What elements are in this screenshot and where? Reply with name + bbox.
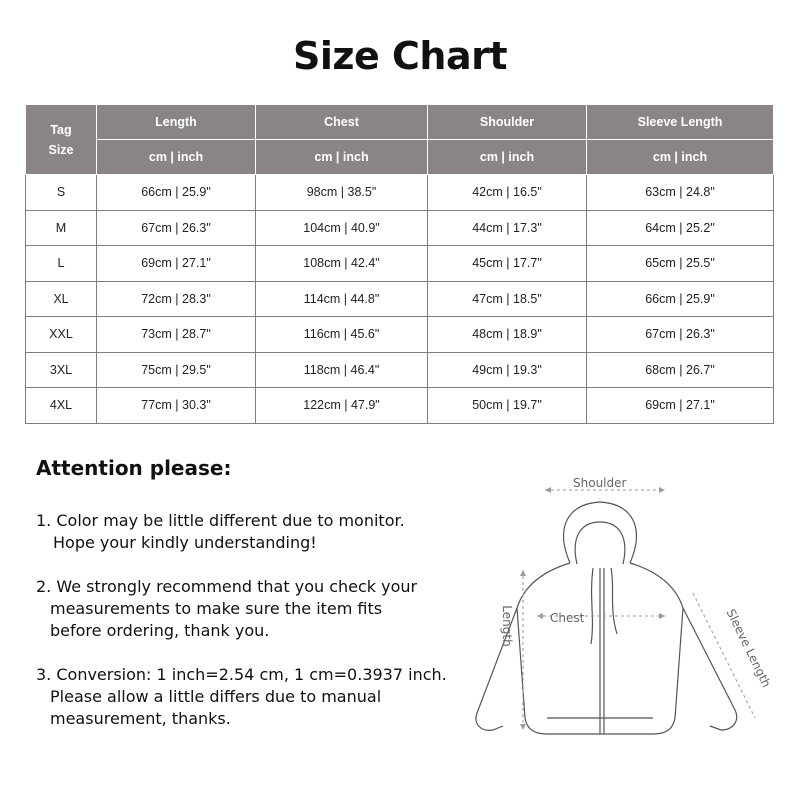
table-cell: 64cm | 25.2" (587, 210, 774, 246)
table-cell: 69cm | 27.1" (97, 246, 256, 282)
table-cell: 75cm | 29.5" (97, 352, 256, 388)
table-cell: 66cm | 25.9" (97, 175, 256, 211)
table-cell: 114cm | 44.8" (256, 281, 428, 317)
note-line: before ordering, thank you. (50, 621, 270, 640)
hood-inner (575, 522, 625, 564)
table-cell: 63cm | 24.8" (587, 175, 774, 211)
attention-title: Attention please: (36, 456, 232, 480)
arrow-head (545, 487, 551, 493)
arrow-head (659, 613, 665, 619)
unit-header: cm | inch (256, 140, 428, 175)
sleeve-length-label: Sleeve Length (723, 606, 774, 690)
page-title: Size Chart (292, 34, 507, 78)
unit-header: cm | inch (587, 140, 774, 175)
table-cell: 49cm | 19.3" (428, 352, 587, 388)
table-cell: 68cm | 26.7" (587, 352, 774, 388)
arrow-head (659, 487, 665, 493)
size-cell: S (26, 175, 97, 211)
hoodie-measurement-diagram (455, 468, 785, 788)
size-cell: 3XL (26, 352, 97, 388)
note-line: measurement, thanks. (50, 709, 231, 728)
table-row (26, 281, 774, 317)
table-cell: 67cm | 26.3" (97, 210, 256, 246)
table-cell: 66cm | 25.9" (587, 281, 774, 317)
table-cell: 50cm | 19.7" (428, 388, 587, 424)
note-item (36, 510, 476, 554)
table-cell: 108cm | 42.4" (256, 246, 428, 282)
column-header-shoulder: Shoulder (428, 105, 587, 140)
size-cell: M (26, 210, 97, 246)
size-cell: XXL (26, 317, 97, 353)
table-cell: 44cm | 17.3" (428, 210, 587, 246)
note-item (36, 664, 476, 730)
arrow-head (520, 570, 526, 576)
note-line: Hope your kindly understanding! (53, 533, 317, 552)
size-cell: XL (26, 281, 97, 317)
note-line: 1. Color may be little different due to monitor. (36, 511, 405, 530)
drawstring (591, 568, 593, 644)
table-cell: 69cm | 27.1" (587, 388, 774, 424)
unit-header: cm | inch (428, 140, 587, 175)
size-cell: L (26, 246, 97, 282)
size-header-label: Size (48, 142, 74, 157)
right-sleeve-outline (630, 563, 737, 730)
column-header-sleeve-length: Sleeve Length (587, 105, 774, 140)
table-cell: 42cm | 16.5" (428, 175, 587, 211)
length-label: Length (500, 605, 514, 647)
table-row (26, 210, 774, 246)
table-cell: 45cm | 17.7" (428, 246, 587, 282)
shoulder-label: Shoulder (573, 476, 627, 490)
note-line: measurements to make sure the item fits (50, 599, 383, 618)
table-row (26, 388, 774, 424)
drawstring (611, 568, 617, 634)
note-item (36, 576, 476, 642)
table-cell: 118cm | 46.4" (256, 352, 428, 388)
size-cell: 4XL (26, 388, 97, 424)
table-cell: 116cm | 45.6" (256, 317, 428, 353)
note-line: 3. Conversion: 1 inch=2.54 cm, 1 cm=0.3937 inch. (36, 665, 447, 684)
table-cell: 67cm | 26.3" (587, 317, 774, 353)
unit-header: cm | inch (97, 140, 256, 175)
table-cell: 72cm | 28.3" (97, 281, 256, 317)
table-cell: 122cm | 47.9" (256, 388, 428, 424)
tag-size-header (26, 105, 97, 175)
chest-label: Chest (550, 611, 585, 625)
table-cell: 47cm | 18.5" (428, 281, 587, 317)
arrow-head (537, 613, 543, 619)
column-header-chest: Chest (256, 105, 428, 140)
table-row (26, 317, 774, 353)
table-cell: 104cm | 40.9" (256, 210, 428, 246)
table-cell: 77cm | 30.3" (97, 388, 256, 424)
hood-outline (564, 502, 637, 563)
note-line: 2. We strongly recommend that you check your (36, 577, 418, 596)
column-header-length: Length (97, 105, 256, 140)
table-cell: 65cm | 25.5" (587, 246, 774, 282)
table-cell: 73cm | 28.7" (97, 317, 256, 353)
table-cell: 98cm | 38.5" (256, 175, 428, 211)
table-row (26, 246, 774, 282)
table-cell: 48cm | 18.9" (428, 317, 587, 353)
table-row (26, 175, 774, 211)
tag-header-label: Tag (50, 122, 72, 137)
size-chart-table (25, 104, 774, 424)
table-row (26, 352, 774, 388)
attention-notes (36, 510, 476, 752)
arrow-head (520, 724, 526, 730)
note-line: Please allow a little differs due to manual (50, 687, 382, 706)
